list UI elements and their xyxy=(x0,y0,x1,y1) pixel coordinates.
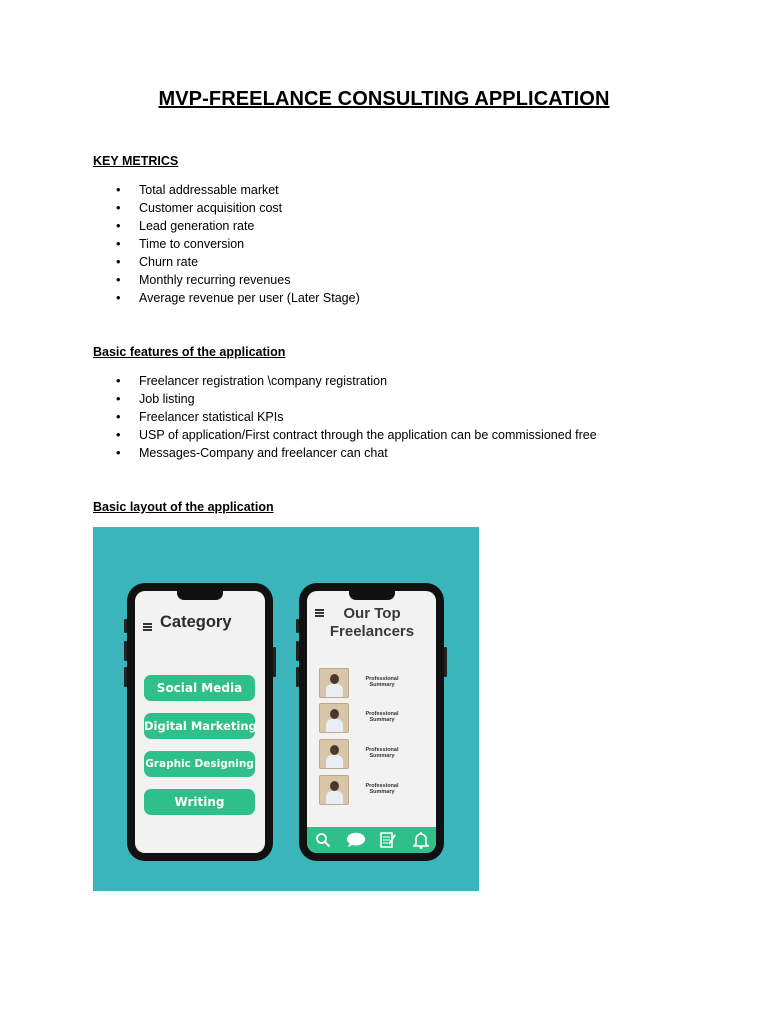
search-icon[interactable] xyxy=(313,830,333,850)
category-title: Category xyxy=(160,613,232,631)
avatar xyxy=(319,739,349,769)
freelancers-phone xyxy=(299,583,444,861)
app-layout-mockup xyxy=(93,527,479,891)
freelancer-card[interactable] xyxy=(319,703,429,733)
page-title: MVP-FREELANCE CONSULTING APPLICATION xyxy=(158,88,610,110)
professional-summary: Professional Summary xyxy=(365,747,399,759)
key-metrics-list xyxy=(93,181,360,307)
category-button-digital-marketing[interactable]: Digital Marketing xyxy=(144,713,255,739)
list-item: • Average revenue per user (Later Stage) xyxy=(93,289,360,307)
professional-summary: Professional Summary xyxy=(365,783,399,795)
freelancers-title xyxy=(307,605,436,641)
freelancers-title-line2: Freelancers xyxy=(329,623,415,640)
features-list xyxy=(93,372,597,462)
freelancer-card[interactable] xyxy=(319,775,429,805)
list-item: • USP of application/First contract through the application can be commissioned free xyxy=(93,426,597,444)
professional-summary: Professional Summary xyxy=(365,676,399,688)
freelancer-card[interactable] xyxy=(319,668,429,698)
list-item: • Customer acquisition cost xyxy=(93,199,360,217)
features-heading: Basic features of the application xyxy=(93,345,286,359)
list-item: • Job listing xyxy=(93,390,597,408)
freelancer-card[interactable] xyxy=(319,739,429,769)
freelancers-screen xyxy=(307,591,436,853)
chat-icon[interactable] xyxy=(346,830,366,850)
category-button-graphic-designing[interactable]: Graphic Designing xyxy=(144,751,255,777)
category-screen xyxy=(135,591,265,853)
category-button-writing[interactable]: Writing xyxy=(144,789,255,815)
bell-icon[interactable] xyxy=(411,830,431,850)
list-item: • Freelancer statistical KPIs xyxy=(93,408,597,426)
key-metrics-heading: KEY METRICS xyxy=(93,154,179,168)
freelancers-title-line1: Our Top xyxy=(343,605,401,622)
category-phone xyxy=(127,583,273,861)
list-item: • Time to conversion xyxy=(93,235,360,253)
category-button-social-media[interactable]: Social Media xyxy=(144,675,255,701)
list-item: • Total addressable market xyxy=(93,181,360,199)
bottom-nav xyxy=(307,827,436,853)
layout-heading: Basic layout of the application xyxy=(93,500,274,514)
avatar xyxy=(319,703,349,733)
avatar xyxy=(319,775,349,805)
list-item: • Messages-Company and freelancer can chat xyxy=(93,444,597,462)
avatar xyxy=(319,668,349,698)
list-item: • Lead generation rate xyxy=(93,217,360,235)
document-edit-icon[interactable] xyxy=(378,830,398,850)
list-item: • Monthly recurring revenues xyxy=(93,271,360,289)
list-item: • Churn rate xyxy=(93,253,360,271)
list-item: • Freelancer registration \company registration xyxy=(93,372,597,390)
professional-summary: Professional Summary xyxy=(365,711,399,723)
menu-icon[interactable] xyxy=(143,623,152,630)
